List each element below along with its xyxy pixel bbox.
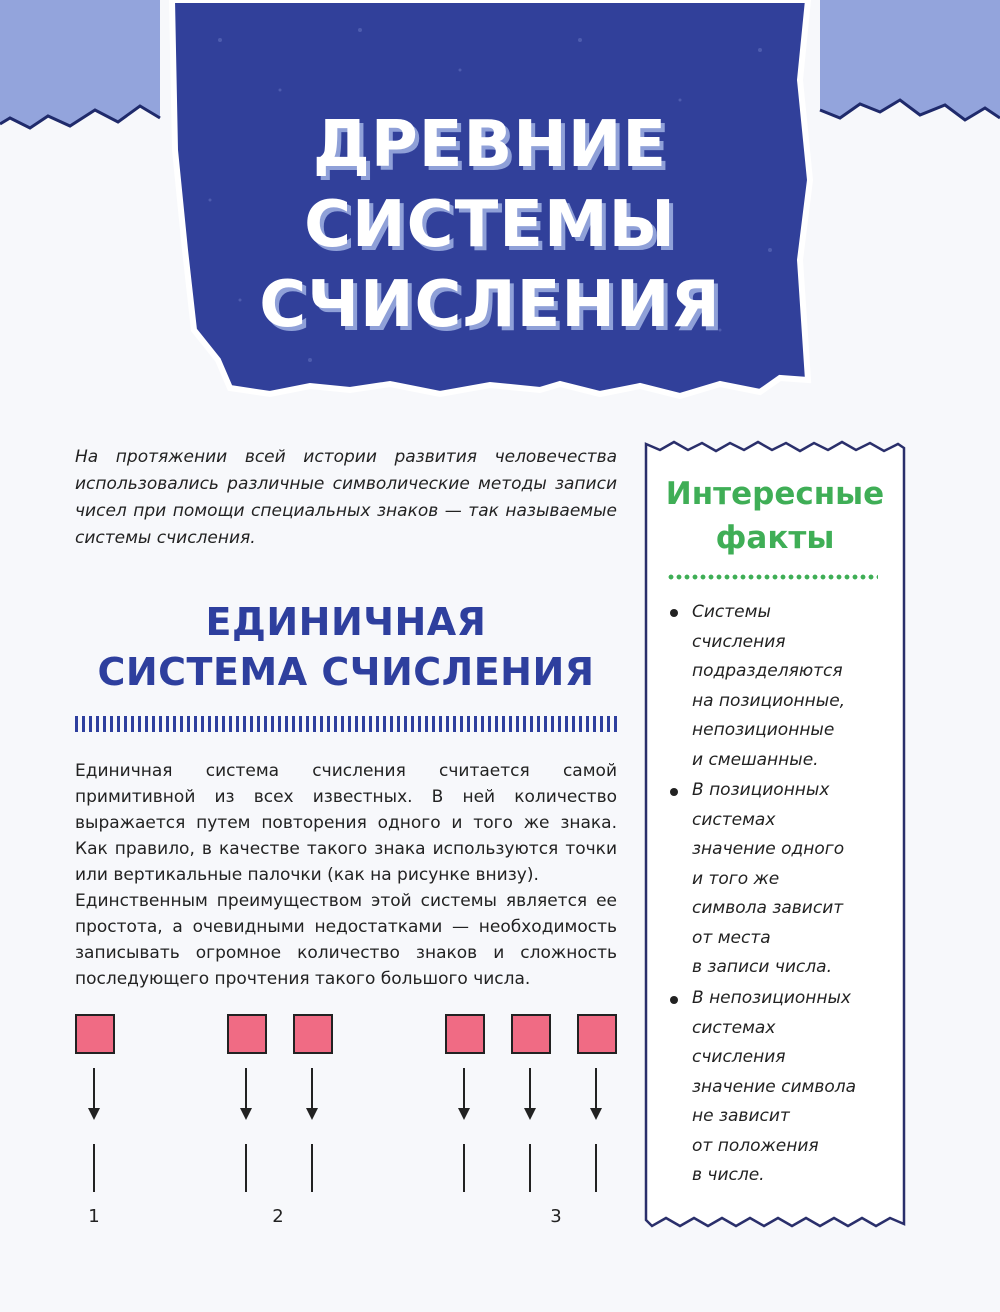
arrow-down-icon — [88, 1108, 100, 1120]
arrow-shaft — [245, 1068, 247, 1112]
facts-title-line-2: факты — [715, 520, 835, 556]
bullet-icon — [670, 609, 678, 617]
fact-2-line: в записи числа. — [692, 957, 832, 977]
unit-square — [227, 1014, 267, 1054]
arrow-shaft — [529, 1068, 531, 1112]
unit-square — [445, 1014, 485, 1054]
page-title-line-1: ДРЕВНИЕ — [312, 108, 668, 182]
fact-3-line: значение символа — [692, 1077, 857, 1097]
tally-stick — [595, 1144, 597, 1192]
page-title-line-3: СЧИСЛЕНИЯ — [259, 268, 721, 342]
intro-paragraph: На протяжении всей истории развития человечества использовались различные символические методы записи чисел при помощи специальных знаков — так называемые системы счисления. — [75, 447, 617, 548]
tally-stick — [93, 1144, 95, 1192]
tally-stick — [463, 1144, 465, 1192]
fact-3-line: не зависит — [692, 1106, 790, 1126]
unit-square — [511, 1014, 551, 1054]
fact-2-line: В позиционных — [692, 780, 830, 800]
unit-square — [293, 1014, 333, 1054]
fact-3-line: в числе. — [692, 1165, 765, 1185]
fact-1-line: счисления — [692, 632, 786, 652]
arrow-down-icon — [240, 1108, 252, 1120]
section-divider — [75, 716, 617, 732]
arrow-down-icon — [458, 1108, 470, 1120]
fact-1-line: и смешанные. — [692, 750, 819, 770]
body-paragraph-2: Единственным преимуществом этой системы является ее простота, а очевидными недостатками — необходимость записывать огромное количество знаков и сложность последующего прочтения такого большого числа. — [75, 891, 617, 989]
facts-title-line-1: Интересные — [665, 476, 885, 512]
page-title-line-2: СИСТЕМЫ — [304, 188, 676, 262]
fact-1-line: подразделяются — [692, 661, 843, 681]
arrow-shaft — [311, 1068, 313, 1112]
fact-2-line: от места — [692, 928, 771, 948]
body-paragraph-1: Единичная система счисления считается самой примитивной из всех известных. В ней количество выражается путем повторения одного и того же знака. Как правило, в качестве такого знака используются точки или вертикальные палочки (как на рисунке внизу). — [75, 761, 617, 885]
fact-2-line: значение одного — [692, 839, 845, 859]
arrow-shaft — [93, 1068, 95, 1112]
bullet-icon — [670, 996, 678, 1004]
section-heading-line-2: СИСТЕМА СЧИСЛЕНИЯ — [97, 650, 595, 694]
section-heading-line-1: ЕДИНИЧНАЯ — [205, 600, 487, 644]
unit-square — [75, 1014, 115, 1054]
tally-stick — [245, 1144, 247, 1192]
arrow-shaft — [595, 1068, 597, 1112]
fact-1-line: Системы — [692, 602, 771, 622]
tally-stick — [311, 1144, 313, 1192]
fact-2-line: символа зависит — [692, 898, 844, 918]
fact-3-line: В непозиционных — [692, 988, 851, 1008]
fact-1-line: непозиционные — [692, 720, 835, 740]
fact-2-line: и того же — [692, 869, 780, 889]
count-label-3: 3 — [550, 1206, 562, 1227]
fact-2-line: системах — [692, 810, 776, 830]
fact-3-line: системах — [692, 1018, 776, 1038]
fact-3-line: счисления — [692, 1047, 786, 1067]
fact-1-line: на позиционные, — [692, 691, 846, 711]
section-body — [75, 758, 617, 992]
fact-3-line: от положения — [692, 1136, 819, 1156]
bullet-icon — [670, 788, 678, 796]
facts-dotted-divider — [668, 574, 878, 580]
arrow-down-icon — [524, 1108, 536, 1120]
arrow-down-icon — [590, 1108, 602, 1120]
arrow-shaft — [463, 1068, 465, 1112]
arrow-down-icon — [306, 1108, 318, 1120]
count-label-2: 2 — [272, 1206, 284, 1227]
unit-square — [577, 1014, 617, 1054]
tally-stick — [529, 1144, 531, 1192]
count-label-1: 1 — [88, 1206, 100, 1227]
